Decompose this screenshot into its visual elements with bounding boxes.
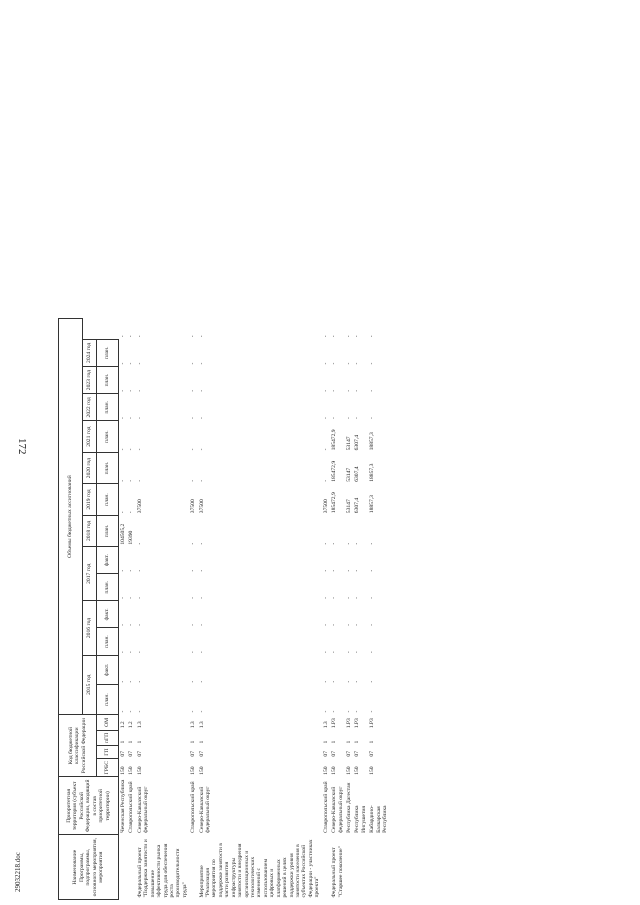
table-row	[353, 319, 368, 900]
value-cell: 53147	[345, 499, 352, 514]
row-name	[322, 835, 330, 900]
value-cell: -	[190, 651, 197, 654]
value-cell: -	[190, 542, 197, 545]
row-territory: Кабардино-Балкарская Республика	[369, 805, 389, 833]
value-cell: -	[331, 680, 338, 683]
budget-code-header: Код бюджетной классификации Российской Федерации	[59, 715, 97, 777]
code-gp: 07	[354, 750, 361, 757]
code-grbs: 150	[322, 766, 329, 775]
value-cell: -	[128, 651, 135, 654]
value-cell: -	[128, 335, 135, 338]
code-pgp: 1	[190, 740, 197, 744]
row-territory: Республика Дагестан	[345, 782, 352, 833]
row-name: Федеральный проект "Старшее поколение"	[331, 846, 344, 898]
row-territory: Чеченская Республика	[120, 779, 126, 833]
value-cell: 18857,3	[369, 463, 376, 482]
value-cell: -	[198, 448, 205, 451]
value-cell: -	[120, 680, 126, 683]
volumes-header: Объемы бюджетных ассигнований	[59, 319, 83, 715]
value-cell: -	[331, 569, 338, 572]
value-cell: -	[120, 623, 126, 626]
value-cell: -	[322, 479, 329, 482]
plan-header: план.	[97, 484, 119, 515]
code-grbs: 150	[198, 766, 205, 775]
value-cell: -	[136, 710, 143, 713]
code-pgp-header: пГП	[97, 730, 119, 745]
value-cell: -	[322, 389, 329, 392]
value-cell: -	[120, 651, 126, 654]
value-cell: -	[128, 511, 135, 514]
table-row	[127, 319, 135, 900]
year-2022: 2022 год	[83, 394, 97, 421]
row-name	[127, 835, 135, 900]
code-grbs: 150	[190, 766, 197, 775]
code-gp: 07	[369, 750, 376, 757]
row-name	[189, 835, 197, 900]
code-pgp: 1	[345, 740, 352, 744]
value-cell: -	[190, 680, 197, 683]
code-pgp: 1	[322, 740, 329, 744]
value-cell: -	[128, 710, 135, 713]
value-cell: -	[345, 417, 352, 419]
value-cell: -	[190, 362, 197, 365]
plan-header: план.	[97, 339, 119, 366]
value-cell: -	[354, 623, 361, 626]
value-cell: -	[198, 680, 205, 683]
year-2017: 2017 год	[83, 547, 97, 601]
value-cell: -	[322, 362, 329, 365]
value-cell: -	[198, 479, 205, 482]
value-cell: -	[136, 623, 143, 626]
value-cell: -	[322, 335, 329, 338]
value-cell: -	[198, 417, 205, 419]
value-cell: -	[369, 597, 376, 599]
value-cell: -	[354, 597, 361, 599]
value-cell: -	[120, 389, 126, 392]
name-header: Наименование Программы, подпрограммы, основного мероприятия, мероприятия	[59, 835, 119, 900]
value-cell: -	[369, 569, 376, 572]
plan-header: план.	[97, 574, 119, 601]
value-cell: -	[345, 597, 352, 599]
value-cell: -	[345, 651, 352, 654]
value-cell: -	[198, 651, 205, 654]
plan-header: план.	[97, 515, 119, 546]
value-cell: -	[369, 542, 376, 545]
value-cell: -	[354, 542, 361, 545]
value-cell: -	[128, 569, 135, 572]
code-grbs: 150	[331, 766, 338, 775]
row-name	[119, 835, 128, 900]
value-cell: 37500	[198, 499, 205, 514]
page-number: 172	[16, 438, 28, 455]
code-om-header: ОМ	[97, 715, 119, 731]
value-cell: -	[198, 569, 205, 572]
value-cell: -	[190, 448, 197, 451]
value-cell: 37500	[136, 499, 143, 514]
table-row	[330, 319, 345, 900]
value-cell: 185472,9	[331, 429, 338, 451]
year-2018: 2018 год	[83, 515, 97, 546]
value-cell: -	[331, 710, 338, 713]
code-om: 1.P3	[369, 718, 376, 729]
row-territory: Северо-Кавказский федеральный округ	[136, 786, 150, 833]
value-cell: -	[354, 335, 361, 338]
value-cell: -	[331, 597, 338, 599]
value-cell: -	[136, 597, 143, 599]
year-2016: 2016 год	[83, 601, 97, 655]
fact-header: факт.	[97, 547, 119, 574]
value-cell: 18857,3	[369, 432, 376, 451]
value-cell: -	[128, 417, 135, 419]
value-cell: -	[120, 597, 126, 599]
territory-header: Приоритетная территория (субъект Российской Федерации, входящий в состав приоритетной территории)	[59, 777, 119, 835]
value-cell: -	[369, 710, 376, 713]
table-row	[119, 319, 128, 900]
value-cell: -	[322, 448, 329, 451]
value-cell: -	[369, 651, 376, 654]
value-cell: -	[322, 710, 329, 713]
value-cell: 6307,4	[354, 434, 361, 451]
value-cell: -	[345, 623, 352, 626]
value-cell: -	[128, 389, 135, 392]
row-territory: Северо-Кавказский федеральный округ	[331, 786, 344, 833]
value-cell: -	[345, 542, 352, 545]
code-grbs: 150	[369, 766, 376, 775]
value-cell: -	[354, 680, 361, 683]
value-cell: -	[136, 448, 143, 451]
value-cell: -	[136, 651, 143, 654]
value-cell: 37500	[322, 499, 329, 514]
value-cell: -	[136, 335, 143, 338]
value-cell: -	[369, 680, 376, 683]
value-cell: -	[136, 680, 143, 683]
value-cell: -	[198, 710, 205, 713]
value-cell: -	[120, 511, 126, 514]
value-cell: -	[190, 623, 197, 626]
value-cell: 6307,4	[354, 466, 361, 482]
value-cell: -	[190, 335, 197, 338]
table-row	[368, 319, 389, 900]
value-cell: -	[369, 389, 376, 392]
value-cell: -	[345, 389, 352, 392]
value-cell: -	[198, 362, 205, 365]
code-om: 1.3	[136, 721, 143, 729]
value-cell: -	[322, 569, 329, 572]
row-territory: Ставропольский край	[322, 781, 329, 833]
value-cell: 53147	[345, 436, 352, 451]
value-cell: -	[119, 335, 126, 338]
value-cell: -	[354, 710, 361, 713]
value-cell: 53147	[345, 467, 352, 482]
value-cell: -	[322, 542, 329, 545]
code-grbs: 150	[128, 766, 135, 775]
row-name: Федеральный проект "Поддержка занятости и повышение эффективности рынка труда для обеспечения роста производительности труда"	[136, 839, 188, 898]
value-cell: 37500	[190, 499, 197, 514]
value-cell: -	[331, 389, 338, 392]
code-om: 1.P3	[331, 718, 338, 729]
value-cell: -	[331, 362, 338, 365]
year-2024: 2024 год	[83, 339, 97, 366]
table-row	[136, 319, 189, 900]
code-pgp: 1	[120, 740, 126, 744]
value-cell: -	[322, 651, 329, 654]
value-cell: 185472,9	[331, 492, 338, 514]
code-om: 1.P3	[345, 718, 352, 729]
value-cell: -	[136, 479, 143, 482]
code-om: 1.3	[190, 721, 197, 729]
value-cell: -	[128, 597, 135, 599]
code-gp: 07	[190, 750, 197, 757]
value-cell: -	[120, 362, 126, 365]
value-cell: -	[345, 335, 352, 338]
value-cell: -	[190, 597, 197, 599]
value-cell: -	[345, 569, 352, 572]
value-cell: -	[345, 710, 352, 713]
value-cell: -	[128, 680, 135, 683]
code-pgp: 1	[354, 740, 361, 744]
value-cell: 18857,3	[369, 495, 376, 514]
year-2019: 2019 год	[83, 484, 97, 515]
footer-filename: 29032218.doc	[14, 852, 22, 892]
code-gp: 07	[331, 750, 338, 757]
plan-header: план.	[97, 685, 119, 715]
code-gp: 07	[128, 750, 135, 757]
plan-header: план.	[97, 628, 119, 655]
code-pgp: 1	[198, 740, 205, 744]
code-gp: 07	[322, 750, 329, 757]
row-name	[353, 835, 368, 900]
table-body	[119, 319, 390, 900]
value-cell: -	[331, 417, 338, 419]
value-cell: -	[136, 362, 143, 365]
row-territory: Северо-Кавказский федеральный округ	[198, 786, 212, 833]
plan-header: план.	[97, 452, 119, 483]
code-om: 1.2	[120, 721, 126, 729]
row-name: Мероприятие "Реализация мероприятия по поддержке занятости в части развития инфраструктуры занятости и внедрения организационных и технологических изменений с использованием цифровых и платформенных решений в целях поддержки уровня занятости населения в субъектах Российской Федерации - участниках проекта"	[198, 839, 321, 898]
code-gp: 07	[136, 750, 143, 757]
code-pgp: 1	[369, 740, 376, 744]
value-cell: -	[322, 623, 329, 626]
year-2023: 2023 год	[83, 366, 97, 393]
value-cell: -	[354, 651, 361, 654]
fact-header: факт.	[97, 601, 119, 628]
row-name	[368, 835, 389, 900]
code-pgp: 1	[331, 740, 338, 744]
value-cell: -	[369, 335, 376, 338]
value-cell: 19390	[128, 530, 135, 545]
year-2021: 2021 год	[83, 421, 97, 452]
value-cell: -	[322, 597, 329, 599]
value-cell: -	[322, 680, 329, 683]
value-cell: -	[136, 542, 143, 545]
value-cell: -	[190, 417, 197, 419]
value-cell: -	[354, 389, 361, 392]
code-gp: 07	[120, 750, 126, 757]
row-territory: Ставропольский край	[190, 781, 197, 833]
value-cell: -	[354, 417, 361, 419]
value-cell: -	[198, 542, 205, 545]
code-gp: 07	[345, 750, 352, 757]
value-cell: -	[128, 448, 135, 451]
code-grbs-header: ГРБС	[97, 759, 119, 777]
code-grbs: 150	[120, 766, 126, 775]
table-row	[198, 319, 322, 900]
value-cell: -	[198, 335, 205, 338]
value-cell: -	[198, 623, 205, 626]
value-cell: -	[369, 417, 376, 419]
budget-table	[58, 318, 389, 900]
year-2020: 2020 год	[83, 452, 97, 483]
value-cell: -	[136, 569, 143, 572]
code-gp: 07	[198, 750, 205, 757]
code-grbs: 150	[136, 766, 143, 775]
row-territory: Республика Ингушетия	[354, 805, 367, 833]
value-cell: -	[198, 389, 205, 392]
value-cell: -	[331, 542, 338, 545]
table-row	[189, 319, 197, 900]
value-cell: -	[322, 417, 329, 419]
value-cell: -	[354, 362, 361, 365]
value-cell: 185472,9	[331, 460, 338, 482]
year-2015: 2015 год	[83, 655, 97, 714]
value-cell: -	[190, 569, 197, 572]
value-cell: -	[331, 335, 338, 338]
value-cell: -	[128, 623, 135, 626]
plan-header: план.	[97, 394, 119, 421]
table-header	[59, 319, 119, 900]
code-om: 1.3	[198, 721, 205, 729]
value-cell: -	[190, 389, 197, 392]
fact-header: факт.	[97, 655, 119, 685]
value-cell: -	[369, 362, 376, 365]
value-cell: -	[136, 417, 143, 419]
value-cell: -	[120, 569, 126, 572]
value-cell: 6307,4	[354, 497, 361, 514]
code-gp-header: ГП	[97, 746, 119, 759]
code-grbs: 150	[354, 766, 361, 775]
value-cell: -	[190, 479, 197, 482]
value-cell: -	[190, 710, 197, 713]
code-pgp: 1	[136, 740, 143, 744]
value-cell: 104505,2	[120, 523, 126, 545]
value-cell: -	[331, 651, 338, 654]
value-cell: -	[198, 597, 205, 599]
code-om: 1.2	[128, 721, 135, 729]
value-cell: -	[128, 479, 135, 482]
rotated-table-wrapper	[58, 318, 389, 900]
value-cell: -	[120, 448, 126, 451]
row-territory: Ставропольский край	[128, 781, 135, 833]
plan-header: план.	[97, 421, 119, 452]
value-cell: -	[331, 623, 338, 626]
row-name	[345, 835, 353, 900]
value-cell: -	[120, 710, 126, 713]
value-cell: -	[354, 569, 361, 572]
code-om: 1.P3	[354, 718, 361, 729]
table-row	[322, 319, 330, 900]
value-cell: -	[136, 389, 143, 392]
table-row	[345, 319, 353, 900]
value-cell: -	[120, 417, 126, 419]
code-grbs: 150	[345, 766, 352, 775]
value-cell: -	[369, 623, 376, 626]
code-pgp: 1	[128, 740, 135, 744]
plan-header: план.	[97, 366, 119, 393]
value-cell: -	[120, 479, 126, 482]
value-cell: -	[345, 362, 352, 365]
code-om: 1.3	[322, 721, 329, 729]
value-cell: -	[128, 362, 135, 365]
value-cell: -	[345, 680, 352, 683]
